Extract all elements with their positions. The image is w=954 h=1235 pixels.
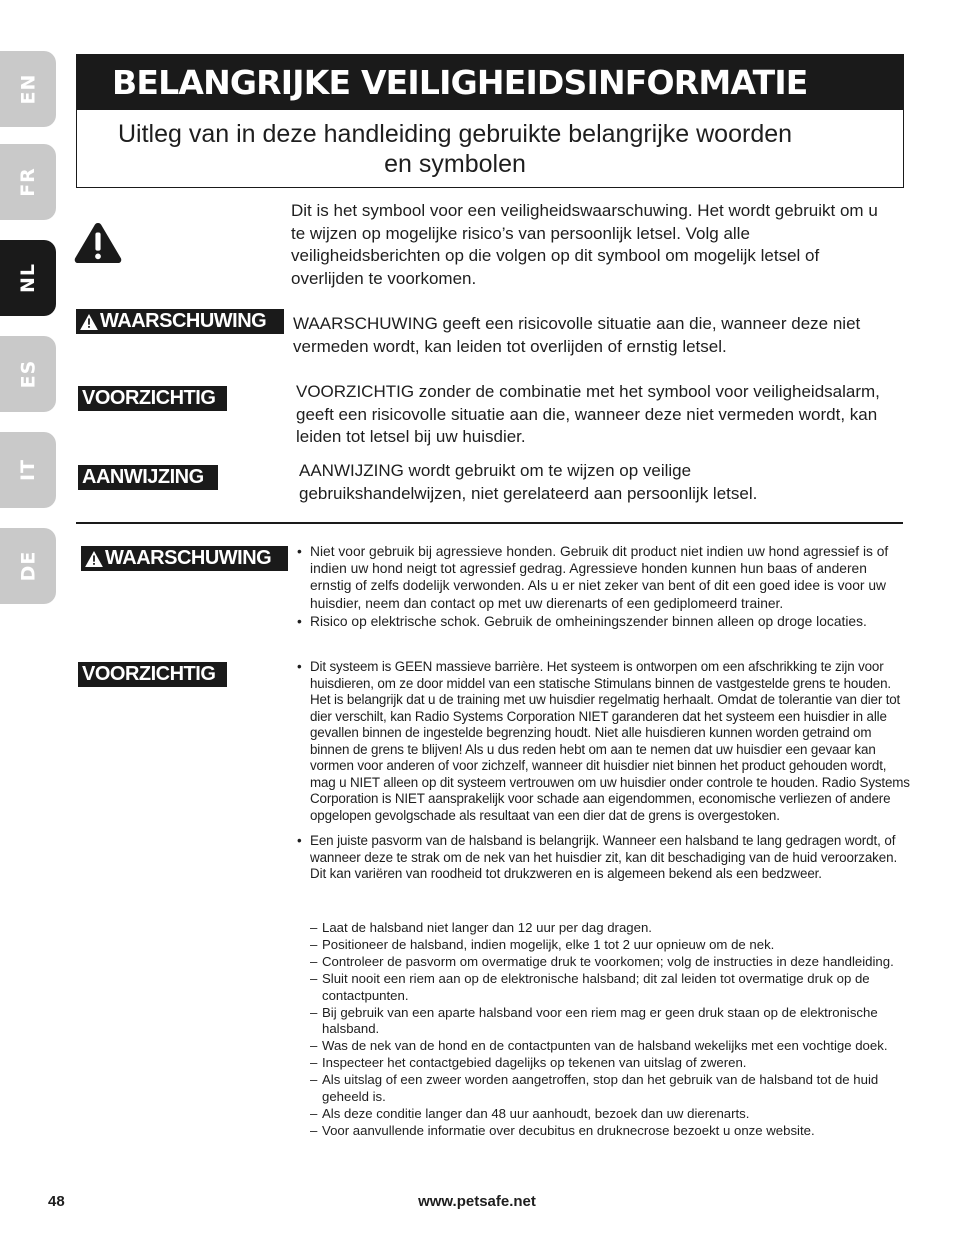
caution-label: VOORZICHTIG (82, 387, 216, 409)
alert-icon (80, 314, 98, 330)
list-item: – Bij gebruik van een aparte halsband voor een riem mag er geen druk staan op de elektronische halsband. (310, 1005, 900, 1038)
list-item: – Als uitslag of een zweer worden aangetroffen, stop dan het gebruik van de halsband tot de huid geheeld is. (310, 1072, 900, 1105)
warning-label: WAARSCHUWING (100, 310, 267, 332)
page-subtitle: Uitleg van in deze handleiding gebruikte belangrijke woorden en symbolen (117, 120, 793, 178)
list-item: – Was de nek van de hond en de contactpunten van de halsband wekelijks met een vochtige doek. (310, 1038, 900, 1055)
page-number: 48 (48, 1193, 65, 1210)
tab-label: IT (17, 458, 39, 482)
caution-section-badge (78, 662, 227, 687)
page-title: BELANGRIJKE VEILIGHEIDSINFORMATIE (112, 62, 808, 102)
tab-fr[interactable] (0, 144, 56, 220)
warning-badge (76, 309, 284, 334)
list-item: • Dit systeem is GEEN massieve barrière. Het systeem is ontworpen om een afschrikking te zijn voor huisdieren, om ze door middel van een statische Stimulans binnen de vastgestelde grens te houden. Het is belangrijk dat u de training met uw huisdier regelmatig herhaalt. Omdat de tolerantie van dier tot dier verschilt, kan Radio Systems Corporation NIET garanderen dat het systeem een huisdier in alle gevallen binnen de ingestelde begrenzing houdt. Niet alle huisdieren kunnen worden getraind om binnen de grens te blijven! Als u dus reden hebt om aan te nemen dat uw huisdier een gevaar kan vormen voor anderen of voor zichzelf, wanneer dit huisdier niet binnen het product gehouden wordt, mag u NIET alleen op dit systeem vertrouwen om uw huisdier onder controle te houden. Radio Systems Corporation is NIET aansprakelijk voor schade aan eigendommen, economische verliezen of andere opgelopen gevolgschade als resultaat van een dier dat de grens is overgestoken. (297, 659, 911, 824)
tab-en[interactable] (0, 51, 56, 127)
tab-label: EN (16, 73, 39, 105)
warning-section-badge (81, 546, 288, 571)
tab-de[interactable] (0, 528, 56, 604)
caution-description: VOORZICHTIG zonder de combinatie met het symbool voor veiligheidsalarm, geeft een risicovolle situatie aan die, wanneer deze niet vermeden wordt, kan leiden tot letsel bij uw huisdier. (296, 382, 880, 447)
tab-es[interactable] (0, 336, 56, 412)
collar-care-list (310, 920, 900, 1140)
list-item: • Een juiste pasvorm van de halsband is belangrijk. Wanneer een halsband te lang gedragen wordt, of wanneer deze te strak om de nek van het huisdier zit, kan dit beschadiging van de huid veroorzaken. Dit kan variëren van roodheid tot drukzweren en is algemeen bekend als een bedzweer. (297, 833, 911, 883)
warning-description: WAARSCHUWING geeft een risicovolle situatie aan die, wanneer deze niet vermeden wordt, kan leiden tot overlijden of ernstig letsel. (293, 314, 861, 356)
notice-label: AANWIJZING (82, 466, 204, 488)
alert-icon (85, 551, 103, 567)
section-divider (76, 522, 903, 524)
list-item: – Voor aanvullende informatie over decubitus en druknecrose bezoekt u onze website. (310, 1123, 900, 1140)
list-item: – Laat de halsband niet langer dan 12 uur per dag dragen. (310, 920, 900, 937)
notice-badge (78, 465, 218, 490)
list-item: – Positioneer de halsband, indien mogelijk, elke 1 tot 2 uur opnieuw om de nek. (310, 937, 900, 954)
tab-it[interactable] (0, 432, 56, 508)
notice-description: AANWIJZING wordt gebruikt om te wijzen op veilige gebruikshandelwijzen, niet gerelateerd aan persoonlijk letsel. (299, 461, 758, 503)
tab-label: NL (16, 262, 39, 294)
symbol-description: Dit is het symbool voor een veiligheidswaarschuwing. Het wordt gebruikt om u te wijzen op mogelijke risico’s van persoonlijk letsel. Volg alle veiligheidsberichten op die volgen op dit symbool om mogelijk letsel of overlijden te voorkomen. (291, 201, 878, 288)
caution-badge (78, 386, 227, 411)
tab-label: DE (16, 550, 39, 582)
safety-alert-icon (73, 222, 123, 264)
list-item: – Sluit nooit een riem aan op de elektronische halsband; dit zal leiden tot overmatige druk op de contactpunten. (310, 971, 900, 1004)
list-item: – Inspecteer het contactgebied dagelijks op tekenen van uitslag of zweren. (310, 1055, 900, 1072)
list-item: • Niet voor gebruik bij agressieve honden. Gebruik dit product niet indien uw hond agressief is of indien uw hond neigt tot agressief gedrag. Agressieve honden kunnen hun baas of anderen ernstig of zelfs dodelijk verwonden. Als u er niet zeker van bent of dit een goed idee is voor uw huisdier, neem dan contact op met uw dierenarts of een gediplomeerd trainer. (297, 543, 903, 612)
list-item: • Risico op elektrische schok. Gebruik de omheiningszender binnen alleen op droge locaties. (297, 613, 903, 630)
caution-section-label: VOORZICHTIG (82, 663, 216, 685)
list-item: – Controleer de pasvorm om overmatige druk te voorkomen; volg de instructies in deze handleiding. (310, 954, 900, 971)
subtitle-box (76, 110, 904, 188)
caution-list (297, 659, 911, 883)
list-item: – Als deze conditie langer dan 48 uur aanhoudt, bezoek dan uw dierenarts. (310, 1106, 900, 1123)
tab-nl[interactable] (0, 240, 56, 316)
warning-section-label: WAARSCHUWING (105, 547, 272, 569)
title-bar (76, 54, 904, 110)
tab-label: FR (16, 167, 39, 197)
tab-label: ES (16, 359, 39, 389)
warning-list (297, 543, 903, 630)
footer-url[interactable]: www.petsafe.net (418, 1193, 536, 1210)
